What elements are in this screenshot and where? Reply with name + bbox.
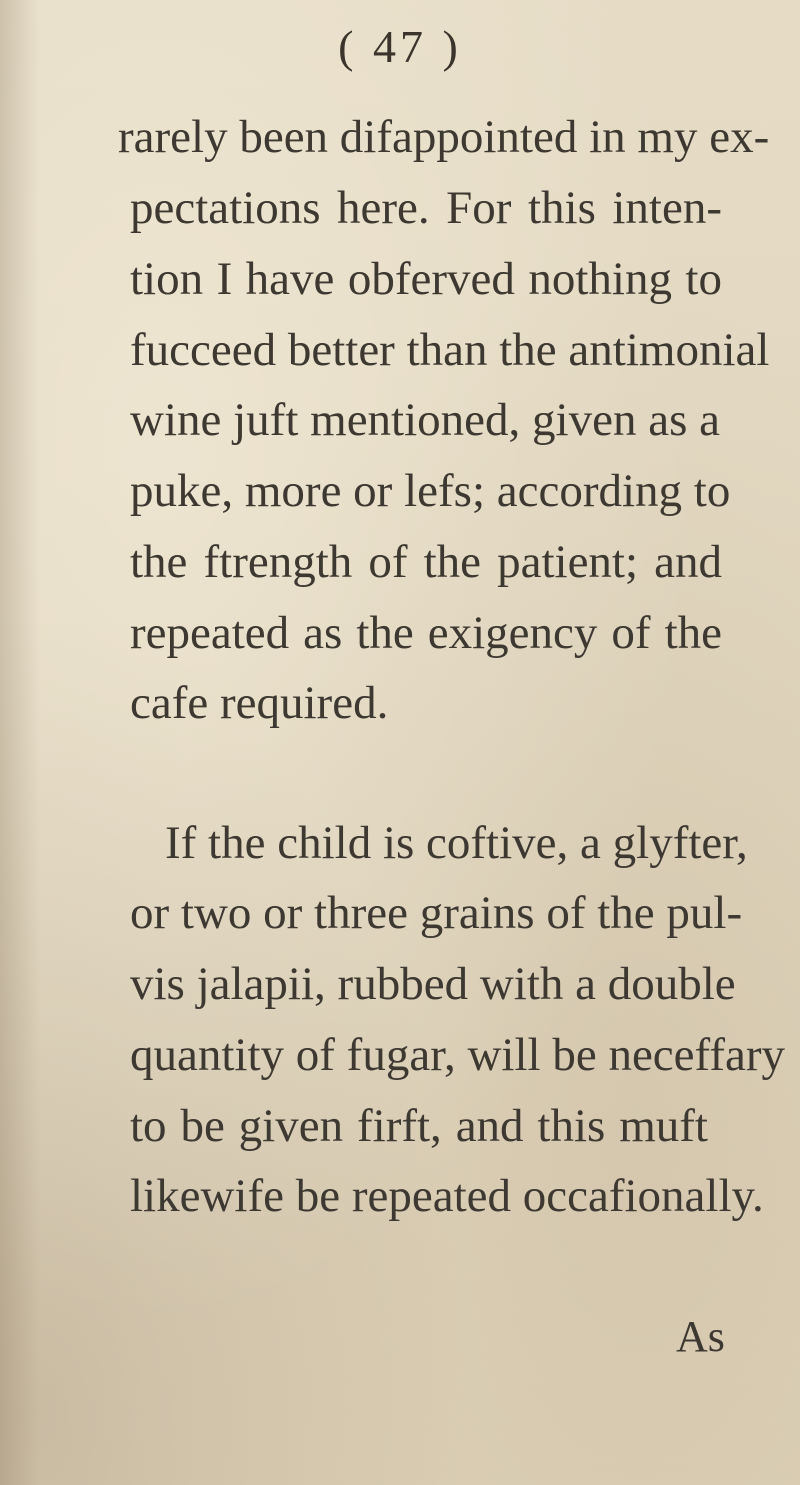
page-edge-shadow [0,0,40,1485]
text-line: quantity of fugar, will be neceffary [130,1029,785,1081]
text-line: repeated as the exigency of the [130,607,722,659]
text-line: likewife be repeated occafionally. [130,1170,764,1222]
text-line: or two or three grains of the pul- [130,887,743,939]
text-line: puke, more or lefs; according to [130,465,731,517]
text-line: cafe required. [130,677,389,729]
text-line: If the child is coftive, a glyfter, [165,817,748,869]
text-line: rarely been difappointed in my ex- [118,111,770,163]
text-line: the ftrength of the patient; and [130,536,722,588]
text-line: fucceed better than the antimonial [130,324,770,376]
text-line: tion I have obferved nothing to [130,253,722,305]
text-line: wine juft mentioned, given as a [130,394,720,446]
catchword: As [676,1312,725,1361]
page-number: ( 47 ) [338,21,462,72]
text-line: pectations here. For this inten- [130,182,722,234]
text-line: to be given firft, and this muft [130,1100,708,1152]
text-line: vis jalapii, rubbed with a double [130,958,736,1010]
